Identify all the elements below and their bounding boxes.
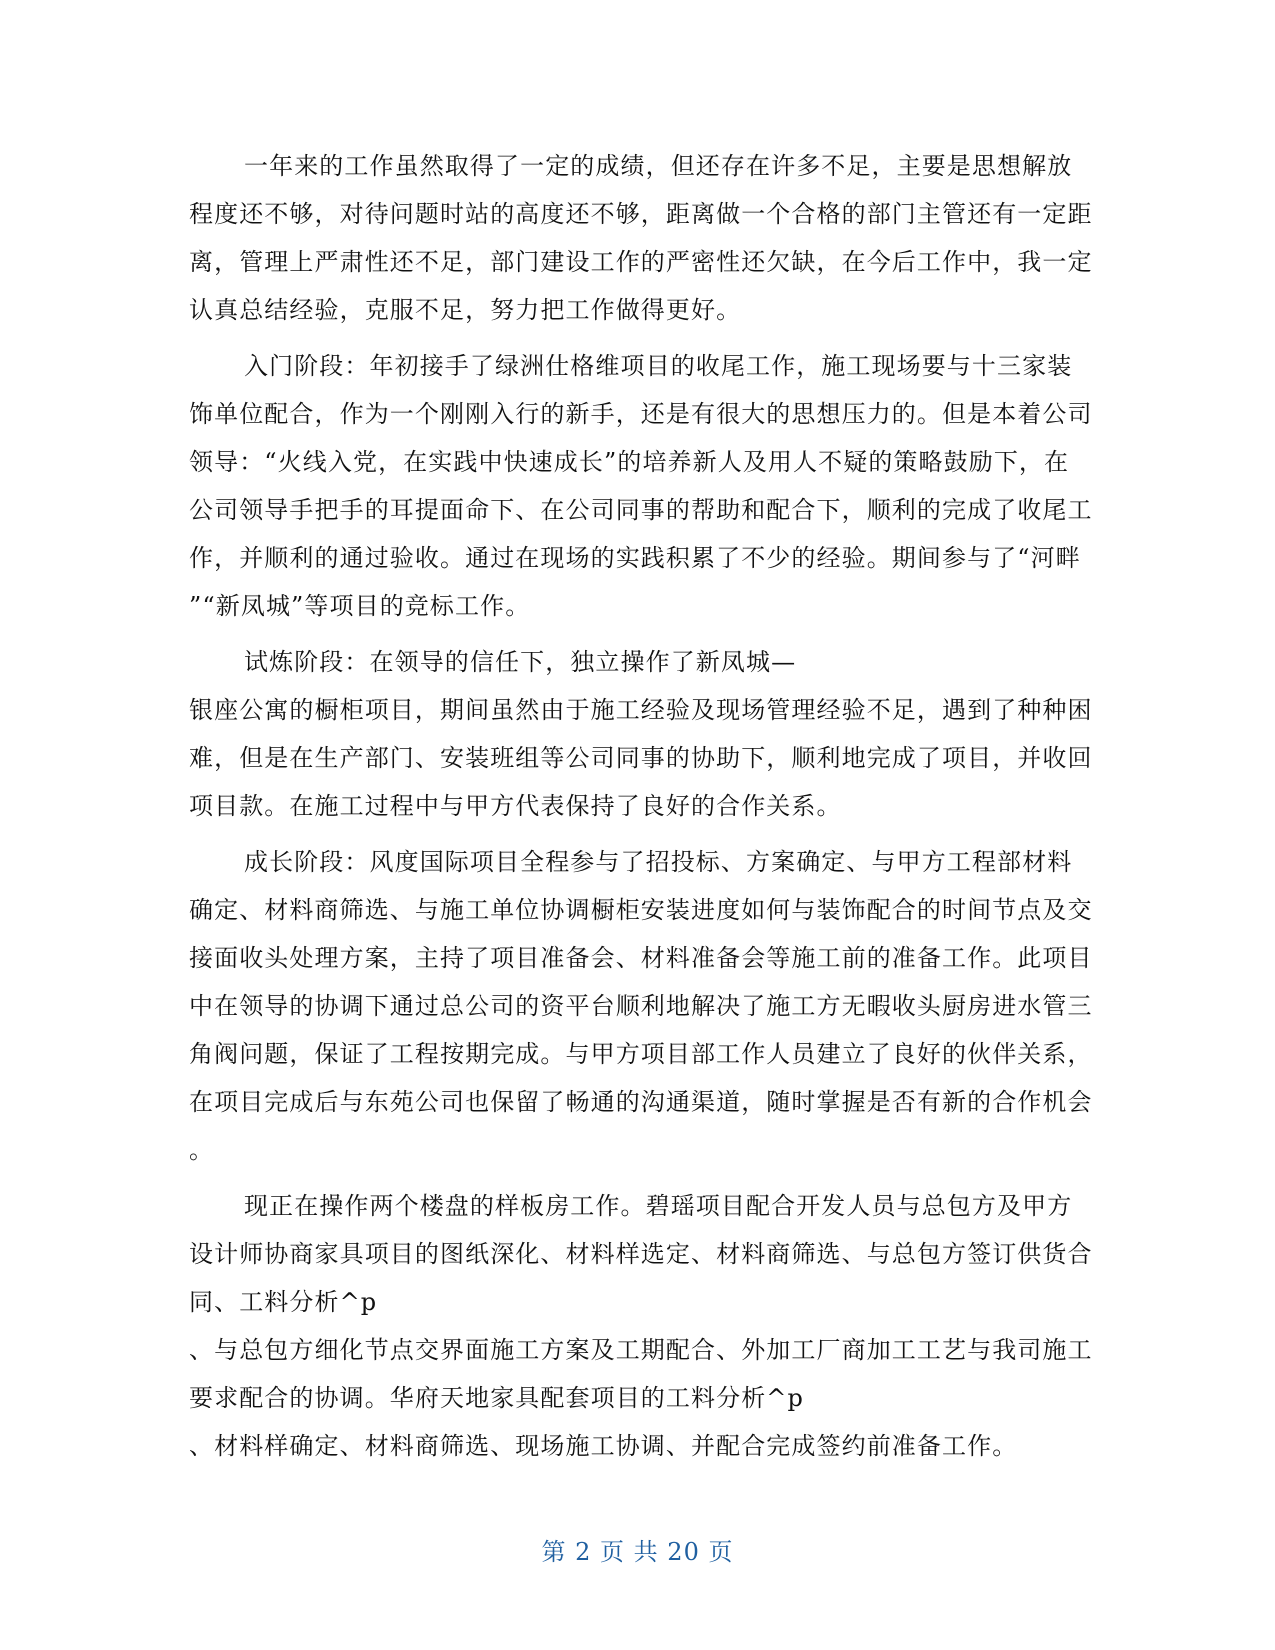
text-line: 在项目完成后与东苑公司也保留了畅通的沟通渠道，随时掌握是否有新的合作机会 [189, 1088, 1093, 1116]
text-line: 银座公寓的橱柜项目，期间虽然由于施工经验及现场管理经验不足，遇到了种种困 [189, 696, 1093, 724]
paragraph-gap [189, 334, 1089, 342]
text-line: 角阀问题，保证了工程按期完成。与甲方项目部工作人员建立了良好的伙伴关系， [189, 1040, 1093, 1068]
text-line: 。 [189, 1136, 215, 1164]
text-line: 难，但是在生产部门、安装班组等公司同事的协助下，顺利地完成了项目，并收回 [189, 744, 1093, 772]
text-line: 一年来的工作虽然取得了一定的成绩，但还存在许多不足，主要是思想解放 [244, 152, 1073, 180]
text-line: 领导：“火线入党，在实践中快速成长”的培养新人及用人不疑的策略鼓励下，在 [189, 448, 1070, 476]
text-line: ”“新凤城”等项目的竞标工作。 [189, 592, 531, 620]
text-line: 程度还不够，对待问题时站的高度还不够，距离做一个合格的部门主管还有一定距 [189, 200, 1093, 228]
page-number: 第 2 页 共 20 页 [541, 1538, 734, 1566]
text-line: 饰单位配合，作为一个刚刚入行的新手，还是有很大的思想压力的。但是本着公司 [189, 400, 1093, 428]
text-line: 、与总包方细化节点交界面施工方案及工期配合、外加工厂商加工工艺与我司施工 [189, 1336, 1093, 1364]
body-text [189, 142, 1093, 1470]
text-line: 项目款。在施工过程中与甲方代表保持了良好的合作关系。 [189, 792, 842, 820]
text-line: 确定、材料商筛选、与施工单位协调橱柜安装进度如何与装饰配合的时间节点及交 [189, 896, 1093, 924]
text-line: 公司领导手把手的耳提面命下、在公司同事的帮助和配合下，顺利的完成了收尾工 [189, 496, 1093, 524]
text-line: 接面收头处理方案，主持了项目准备会、材料准备会等施工前的准备工作。此项目 [189, 944, 1093, 972]
text-line: 、材料样确定、材料商筛选、现场施工协调、并配合完成签约前准备工作。 [189, 1432, 1018, 1460]
text-line: 设计师协商家具项目的图纸深化、材料样选定、材料商筛选、与总包方签订供货合 [189, 1240, 1093, 1268]
text-line: 同、工料分析^p [189, 1288, 378, 1316]
text-line: 入门阶段：年初接手了绿洲仕格维项目的收尾工作，施工现场要与十三家装 [244, 352, 1073, 380]
text-line: 中在领导的协调下通过总公司的资平台顺利地解决了施工方无暇收头厨房进水管三 [189, 992, 1093, 1020]
text-line: 作，并顺利的通过验收。通过在现场的实践积累了不少的经验。期间参与了“河畔 [189, 544, 1081, 572]
paragraph-gap [189, 1174, 1089, 1182]
text-line: 试炼阶段：在领导的信任下，独立操作了新凤城— [244, 648, 797, 676]
text-line: 要求配合的协调。华府天地家具配套项目的工料分析^p [189, 1384, 804, 1412]
text-line: 成长阶段：风度国际项目全程参与了招投标、方案确定、与甲方工程部材料 [244, 848, 1073, 876]
text-line: 现正在操作两个楼盘的样板房工作。碧瑶项目配合开发人员与总包方及甲方 [244, 1192, 1073, 1220]
paragraph-gap [189, 830, 1089, 838]
paragraph-gap [189, 630, 1089, 638]
text-line: 离，管理上严肃性还不足，部门建设工作的严密性还欠缺，在今后工作中，我一定 [189, 248, 1093, 276]
text-line: 认真总结经验，克服不足，努力把工作做得更好。 [189, 296, 742, 324]
